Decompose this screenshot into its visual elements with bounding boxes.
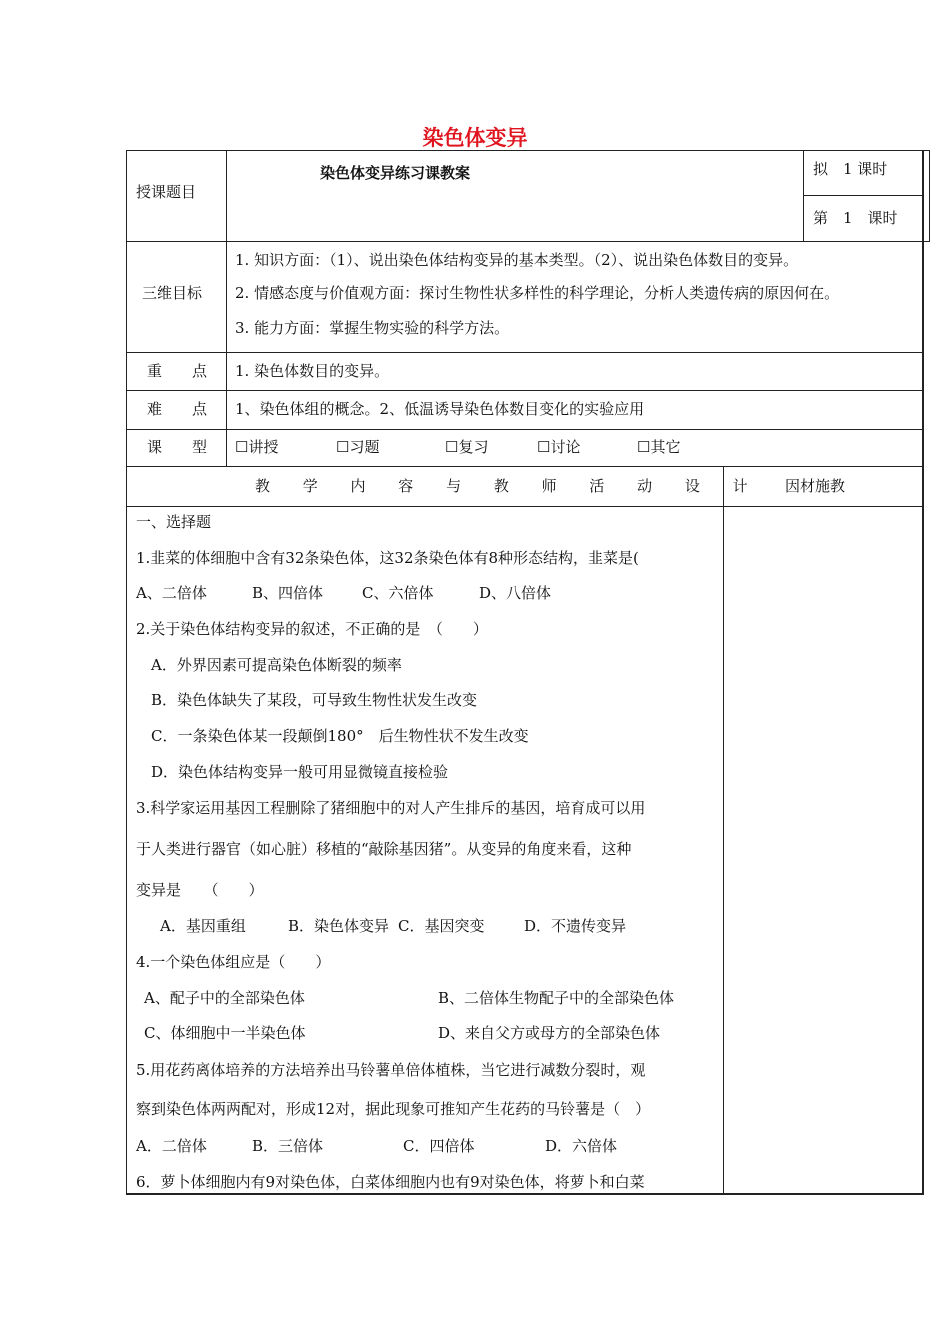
lesson-type-label: 课 型 xyxy=(147,438,208,456)
differentiation-header-cell xyxy=(723,466,924,507)
question-3-line: 3.科学家运用基因工程删除了猪细胞中的对人产生排斥的基因，培育成可以用 xyxy=(136,799,646,817)
goals-content-cell xyxy=(226,241,924,353)
goal-item: 2. 情感态度与价值观方面：探讨生物性状多样性的科学理论，分析人类遗传病的原因何在。 xyxy=(235,284,840,302)
header-label: 授课题目 xyxy=(136,183,197,201)
q1-option-a: A、二倍体 xyxy=(136,584,207,602)
goals-label-cell xyxy=(126,241,227,353)
q5-option-a: A．二倍体 xyxy=(136,1137,207,1155)
q3-option-b: B．染色体变异 xyxy=(288,917,390,935)
q5-option-d: D．六倍体 xyxy=(545,1137,618,1155)
q4-option-d: D、来自父方或母方的全部染色体 xyxy=(438,1024,661,1042)
content-header-cell xyxy=(126,466,762,507)
planned-hours-cell xyxy=(803,150,924,196)
header-label-cell xyxy=(126,150,227,242)
q1-option-b: B、四倍体 xyxy=(252,584,324,602)
lesson-type-exercise[interactable]: ☐习题 xyxy=(336,438,380,456)
q2-option-d: D．染色体结构变异一般可用显微镜直接检验 xyxy=(151,763,449,781)
q3-option-a: A．基因重组 xyxy=(160,917,246,935)
q5-option-b: B．三倍体 xyxy=(252,1137,324,1155)
differentiation-header: 因材施教 xyxy=(785,477,846,495)
question-4: 4.一个染色体组应是（ ） xyxy=(136,953,331,971)
q3-option-d: D．不遗传变异 xyxy=(524,917,627,935)
current-hour-cell xyxy=(803,195,924,242)
goal-item: 1. 知识方面：（1）、说出染色体结构变异的基本类型。（2）、说出染色体数目的变异。 xyxy=(235,251,799,269)
planned-hours: 拟 1 课时 xyxy=(813,160,888,178)
q2-option-a: A．外界因素可提高染色体断裂的频率 xyxy=(151,656,402,674)
lesson-type-discussion[interactable]: ☐讨论 xyxy=(537,438,581,456)
question-3-line: 变异是 （ ） xyxy=(136,881,264,899)
q5-option-c: C．四倍体 xyxy=(403,1137,475,1155)
difficulty-text: 1、染色体组的概念。2、低温诱导染色体数目变化的实验应用 xyxy=(235,400,645,418)
goal-item: 3. 能力方面：掌握生物实验的科学方法。 xyxy=(235,319,510,337)
lesson-type-review[interactable]: ☐复习 xyxy=(445,438,489,456)
lesson-plan-table xyxy=(126,150,923,1194)
q1-option-c: C、六倍体 xyxy=(362,584,434,602)
q4-option-b: B、二倍体生物配子中的全部染色体 xyxy=(438,989,675,1007)
question-5-line: 察到染色体两两配对，形成12对，据此现象可推知产生花药的马铃薯是（ ） xyxy=(136,1100,651,1118)
lesson-type-lecture[interactable]: ☐讲授 xyxy=(235,438,279,456)
key-point-content-cell xyxy=(226,352,924,391)
section-title: 一、选择题 xyxy=(136,513,212,531)
content-body-cell xyxy=(126,506,724,1195)
lesson-topic: 染色体变异练习课教案 xyxy=(320,164,471,182)
q3-option-c: C．基因突变 xyxy=(398,917,485,935)
q4-option-a: A、配子中的全部染色体 xyxy=(144,989,305,1007)
q1-option-d: D、八倍体 xyxy=(479,584,552,602)
question-5-line: 5.用花药离体培养的方法培养出马铃薯单倍体植株，当它进行减数分裂时，观 xyxy=(136,1061,646,1079)
difficulty-content-cell xyxy=(226,390,924,430)
goals-label: 三维目标 xyxy=(142,284,203,302)
difficulty-label: 难 点 xyxy=(147,400,208,418)
lesson-type-label-cell xyxy=(126,429,227,467)
q2-option-c: C．一条染色体某一段颠倒180° 后生物性状不发生改变 xyxy=(151,727,529,745)
question-1: 1.韭菜的体细胞中含有32条染色体，这32条染色体有8种形态结构，韭菜是( xyxy=(136,549,639,567)
current-hour: 第 1 课时 xyxy=(813,209,898,227)
key-point-label-cell xyxy=(126,352,227,391)
key-point-text: 1. 染色体数目的变异。 xyxy=(235,362,390,380)
lesson-type-content-cell xyxy=(226,429,924,467)
differentiation-body-cell xyxy=(723,506,924,1195)
difficulty-label-cell xyxy=(126,390,227,430)
question-6: 6．萝卜体细胞内有9对染色体，白菜体细胞内也有9对染色体，将萝卜和白菜 xyxy=(136,1173,645,1191)
document-title: 染色体变异 xyxy=(422,126,528,150)
question-2: 2.关于染色体结构变异的叙述，不正确的是 （ ） xyxy=(136,620,488,638)
q4-option-c: C、体细胞中一半染色体 xyxy=(144,1024,306,1042)
content-header: 教 学 内 容 与 教 师 活 动 设 计 xyxy=(255,477,762,495)
key-point-label: 重 点 xyxy=(147,362,208,380)
question-3-line: 于人类进行器官（如心脏）移植的“敲除基因猪”。从变异的角度来看，这种 xyxy=(136,840,632,858)
q2-option-b: B．染色体缺失了某段，可导致生物性状发生改变 xyxy=(151,691,478,709)
lesson-type-other[interactable]: ☐其它 xyxy=(637,438,681,456)
